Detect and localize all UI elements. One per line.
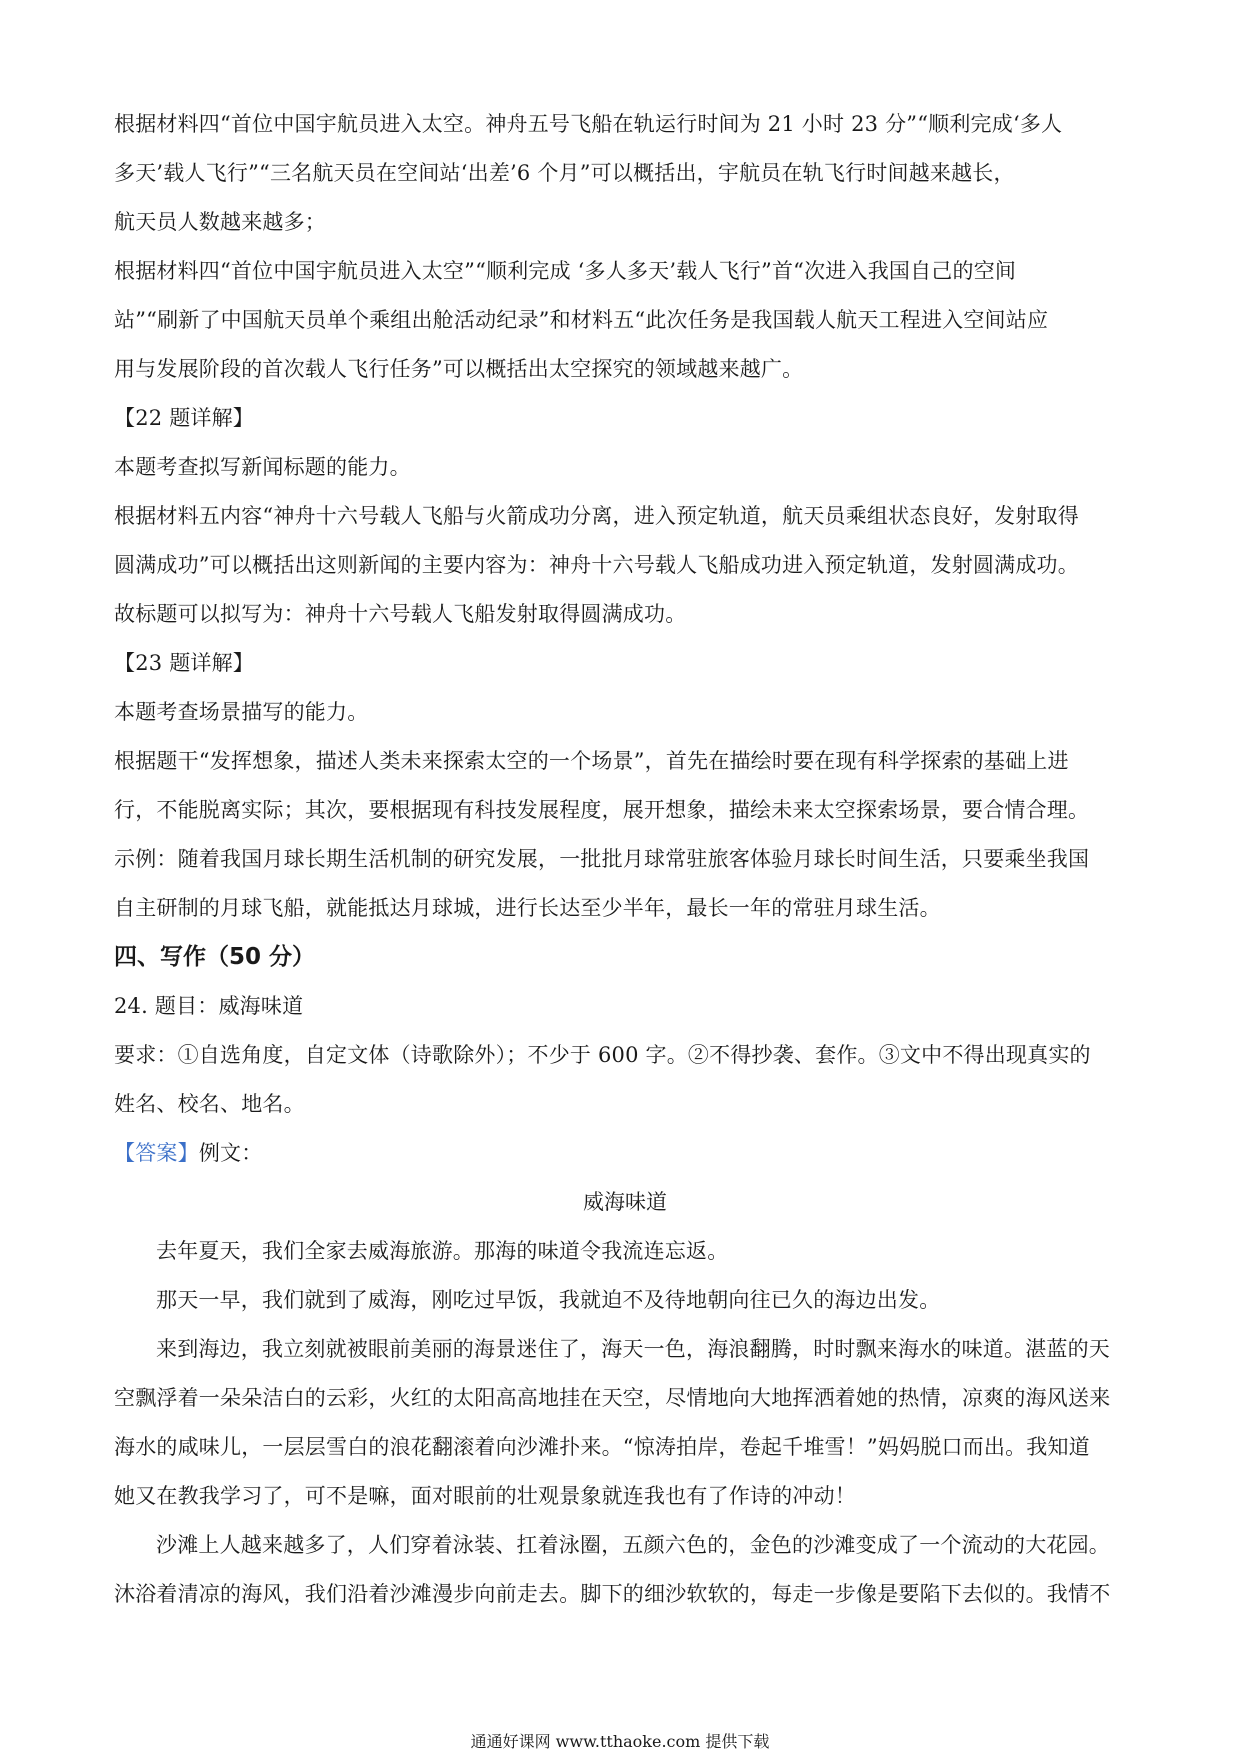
answer-suffix: 例文：	[198, 1141, 263, 1165]
essay-line: 沐浴着清凉的海风，我们沿着沙滩漫步向前走去。脚下的细沙软软的，每走一步像是要陷下去似的。我情不	[114, 1582, 1111, 1606]
essay-line: 沙滩上人越来越多了，人们穿着泳装、扛着泳圈，五颜六色的，金色的沙滩变成了一个流动的大花园。	[156, 1533, 1110, 1557]
q22-line: 本题考查拟写新闻标题的能力。	[114, 455, 411, 479]
answer-line	[114, 1129, 1124, 1178]
page-footer[interactable]: 通通好课网 www.tthaoke.com 提供下载	[470, 1732, 770, 1751]
essay-line: 那天一早，我们就到了威海，刚吃过早饭，我就迫不及待地朝向往已久的海边出发。	[156, 1288, 941, 1312]
paragraph-line: 根据材料四“首位中国宇航员进入太空”“顺利完成 ‘多人多天’载人飞行”首“次进入我国自己的空间	[114, 259, 1017, 283]
paragraph-line: 多天’载人飞行”“三名航天员在空间站‘出差’6 个月”可以概括出，宇航员在轨飞行时间越来越长，	[114, 161, 1015, 185]
q22-line: 圆满成功”可以概括出这则新闻的主要内容为：神舟十六号载人飞船成功进入预定轨道，发射圆满成功。	[114, 553, 1079, 577]
q22-line: 故标题可以拟写为：神舟十六号载人飞船发射取得圆满成功。	[114, 602, 687, 626]
q23-heading: 【23 题详解】	[114, 651, 254, 675]
essay-line: 来到海边，我立刻就被眼前美丽的海景迷住了，海天一色，海浪翻腾，时时飘来海水的味道。湛蓝的天	[156, 1337, 1110, 1361]
writing-section-title: 四、写作（50 分）	[114, 944, 316, 970]
paragraph-line: 用与发展阶段的首次载人飞行任务”可以概括出太空探究的领域越来越广。	[114, 357, 804, 381]
q22-line: 根据材料五内容“神舟十六号载人飞船与火箭成功分离，进入预定轨道，航天员乘组状态良好，发射取得	[114, 504, 1079, 528]
q22-heading: 【22 题详解】	[114, 406, 254, 430]
essay-line: 空飘浮着一朵朵洁白的云彩，火红的太阳高高地挂在天空，尽情地向大地挥洒着她的热情，凉爽的海风送来	[114, 1386, 1111, 1410]
answer-tag: 【答案】	[114, 1141, 199, 1165]
essay-line: 去年夏天，我们全家去威海旅游。那海的味道令我流连忘返。	[156, 1239, 729, 1263]
document-body	[114, 100, 1124, 1619]
paragraph-line: 根据材料四“首位中国宇航员进入太空。神舟五号飞船在轨运行时间为 21 小时 23 分”“顺利完成‘多人	[114, 112, 1063, 136]
paragraph-line: 航天员人数越来越多；	[114, 210, 326, 234]
writing-requirements-line: 要求：①自选角度，自定文体（诗歌除外）；不少于 600 字。②不得抄袭、套作。③文中不得出现真实的	[114, 1043, 1091, 1067]
essay-title: 威海味道	[583, 1190, 667, 1214]
essay-line: 她又在教我学习了，可不是嘛，面对眼前的壮观景象就连我也有了作诗的冲动！	[114, 1484, 856, 1508]
writing-requirements-line: 姓名、校名、地名。	[114, 1092, 305, 1116]
q23-line: 自主研制的月球飞船，就能抵达月球城，进行长达至少半年，最长一年的常驻月球生活。	[114, 896, 941, 920]
q23-line: 示例：随着我国月球长期生活机制的研究发展，一批批月球常驻旅客体验月球长时间生活，只要乘坐我国	[114, 847, 1090, 871]
q23-line: 本题考查场景描写的能力。	[114, 700, 369, 724]
writing-question: 24. 题目：威海味道	[114, 994, 304, 1018]
q23-line: 行，不能脱离实际；其次，要根据现有科技发展程度，展开想象，描绘未来太空探索场景，要合情合理。	[114, 798, 1090, 822]
paragraph-line: 站”“刷新了中国航天员单个乘组出舱活动纪录”和材料五“此次任务是我国载人航天工程进入空间站应	[114, 308, 1049, 332]
q23-line: 根据题干“发挥想象，描述人类未来探索太空的一个场景”，首先在描绘时要在现有科学探索的基础上进	[114, 749, 1069, 773]
essay-line: 海水的咸味儿，一层层雪白的浪花翻滚着向沙滩扑来。“惊涛拍岸，卷起千堆雪！”妈妈脱口而出。我知道	[114, 1435, 1090, 1459]
